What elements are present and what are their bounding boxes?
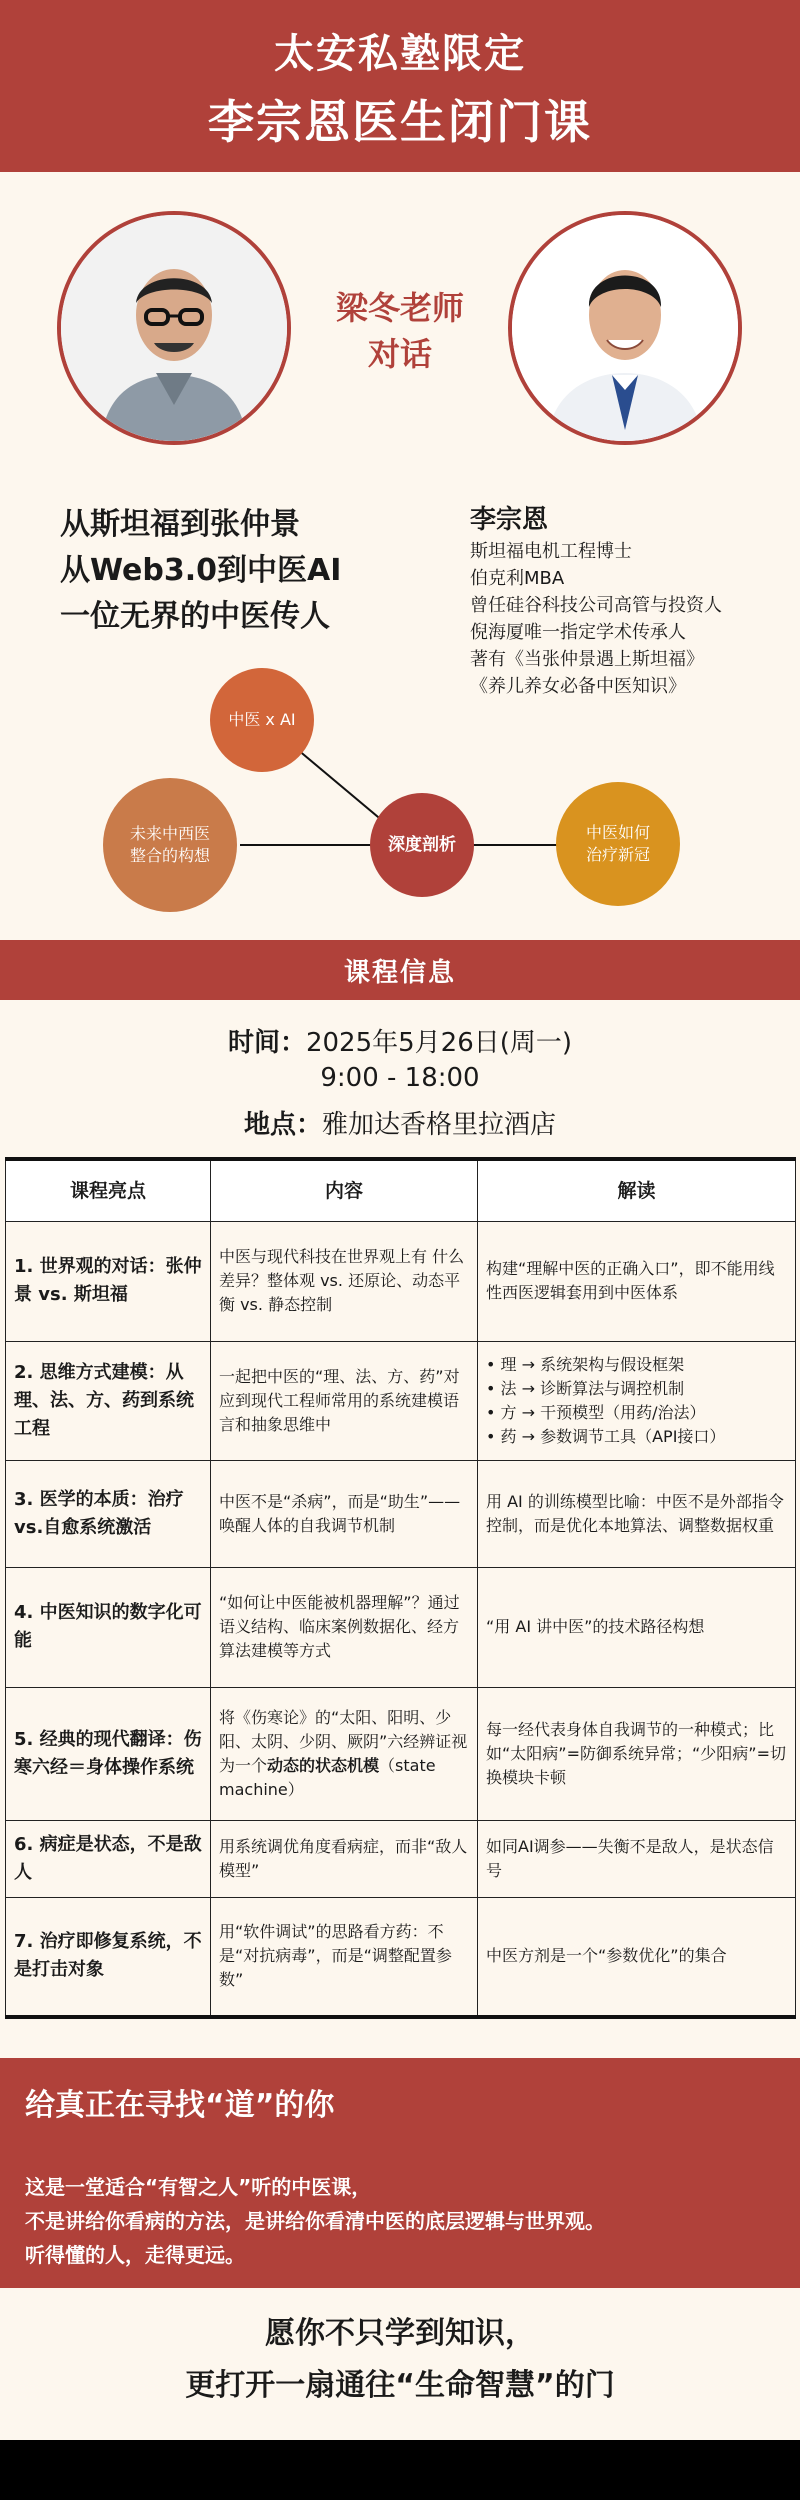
cta-banner [0, 2058, 800, 2288]
note-line: 每一经代表身体自我调节的一种模式；比如“太阳病”=防御系统异常；“少阳病”=切换模块卡顿 [486, 1719, 786, 1787]
tagline-line: 从斯坦福到张仲景 [60, 507, 300, 542]
bio-line: 斯坦福电机工程博士 [470, 541, 632, 562]
bio-line: 《养儿养女必备中医知识》 [470, 676, 686, 697]
highlight-cell: 2. 思维方式建模：从理、法、方、药到系统工程 [6, 1341, 211, 1461]
notes-cell [478, 1897, 796, 2017]
content-cell: 中医不是“杀病”，而是“助生”——唤醒人体的自我调节机制 [211, 1461, 478, 1568]
highlight-cell: 1. 世界观的对话：张仲景 vs. 斯坦福 [6, 1222, 211, 1342]
tagline-line: 从Web3.0到中医AI [60, 553, 342, 588]
portrait-doctor-icon [512, 215, 738, 441]
note-line: “用 AI 讲中医”的技术路径构想 [486, 1617, 705, 1637]
notes-cell [478, 1567, 796, 1687]
column-header: 内容 [211, 1159, 478, 1222]
note-line: • 药 → 参数调节工具（API接口） [486, 1426, 726, 1446]
avatar-li-zongen [508, 211, 742, 445]
speaker-name: 李宗恩 [470, 505, 549, 535]
bubble-line: 整合的构想 [129, 846, 210, 865]
section-title-course-info: 课程信息 [0, 940, 800, 1000]
cta-body [25, 2170, 795, 2272]
highlight-cell: 5. 经典的现代翻译：伤寒六经＝身体操作系统 [6, 1687, 211, 1820]
cta-line: 不是讲给你看病的方法，是讲给你看清中医的底层逻辑与世界观。 [25, 2209, 605, 2233]
dialog-label [300, 285, 500, 377]
highlight-cell: 4. 中医知识的数字化可能 [6, 1567, 211, 1687]
notes-cell [478, 1820, 796, 1897]
cta-line: 听得懂的人，走得更远。 [25, 2243, 245, 2267]
closing-line: 更打开一扇通往“生命智慧”的门 [185, 2368, 615, 2403]
notes-cell [478, 1687, 796, 1820]
topic-diagram [0, 660, 800, 960]
bubble-line: 中医如何 [585, 823, 650, 842]
note-line: 中医方剂是一个“参数优化”的集合 [486, 1946, 727, 1966]
highlight-cell: 7. 治疗即修复系统，不是打击对象 [6, 1897, 211, 2017]
table-row [6, 1341, 796, 1461]
bubble-deep-analysis: 深度剖析 [370, 793, 474, 897]
table-header-row [6, 1159, 796, 1222]
table-row [6, 1820, 796, 1897]
content-cell: 用系统调优角度看病症，而非“敌人模型” [211, 1820, 478, 1897]
course-place [0, 1104, 800, 1141]
column-header: 课程亮点 [6, 1159, 211, 1222]
content-cell: 用“软件调试”的思路看方药：不是“对抗病毒”，而是“调整配置参数” [211, 1897, 478, 2017]
note-line: • 方 → 干预模型（用药/治法） [486, 1402, 706, 1422]
tagline [60, 502, 440, 640]
highlight-cell: 6. 病症是状态，不是敌人 [6, 1820, 211, 1897]
header-banner [0, 0, 800, 172]
header-title: 李宗恩医生闭门课 [208, 95, 592, 149]
note-line: 构建“理解中医的正确入口”，即不能用线性西医逻辑套用到中医体系 [486, 1259, 775, 1303]
bubble-line: 未来中西医 [129, 824, 210, 843]
place-label: 地点： [243, 1110, 322, 1140]
table-row [6, 1461, 796, 1568]
highlight-cell: 3. 医学的本质：治疗vs.自愈系统激活 [6, 1461, 211, 1568]
cta-heading: 给真正在寻找“道”的你 [25, 2088, 335, 2123]
table-row [6, 1567, 796, 1687]
bio-line: 倪海厦唯一指定学术传承人 [470, 622, 686, 643]
bio-line: 伯克利MBA [470, 568, 565, 589]
content-emphasis: 动态的状态机模 [267, 1755, 380, 1775]
content-cell [211, 1687, 478, 1820]
content-text: 将《伤寒论》的“太阳、阳明、少阳、太阴、少阴、厥阴”六经辨证视为一个 [219, 1707, 468, 1775]
closing-line: 愿你不只学到知识， [265, 2316, 535, 2351]
header-subtitle: 太安私塾限定 [274, 31, 526, 77]
note-line: • 理 → 系统架构与假设框架 [486, 1354, 685, 1374]
table-row [6, 1222, 796, 1342]
dialog-host: 梁冬老师 [335, 289, 464, 327]
dialog-word: 对话 [367, 335, 432, 373]
closing-message [0, 2288, 800, 2438]
table-row [6, 1897, 796, 2017]
bubble-line: 治疗新冠 [585, 845, 650, 864]
note-line: • 法 → 诊断算法与调控机制 [486, 1378, 685, 1398]
bubble-future-integration [103, 778, 237, 912]
content-cell: 中医与现代科技在世界观上有 什么差异？整体观 vs. 还原论、动态平衡 vs. 静态控制 [211, 1222, 478, 1342]
course-table [5, 1157, 796, 2019]
bio-line: 曾任硅谷科技公司高管与投资人 [470, 595, 722, 616]
avatar-liang-dong [57, 211, 291, 445]
notes-cell [478, 1341, 796, 1461]
note-line: 如同AI调参——失衡不是敌人，是状态信号 [486, 1836, 774, 1880]
course-hours: 9:00 - 18:00 [320, 1063, 480, 1093]
tagline-line: 一位无界的中医传人 [60, 599, 330, 634]
course-date: 2025年5月26日(周一) [305, 1028, 573, 1058]
bio-line: 著有《当张仲景遇上斯坦福》 [470, 649, 704, 670]
content-cell: 一起把中医的“理、法、方、药”对应到现代工程师常用的系统建模语言和抽象思维中 [211, 1341, 478, 1461]
notes-cell [478, 1461, 796, 1568]
bubble-covid-treatment [556, 782, 680, 906]
content-text: （state machine） [219, 1755, 436, 1799]
place-value: 雅加达香格里拉酒店 [322, 1110, 557, 1140]
time-label: 时间： [227, 1028, 306, 1058]
footer-band [0, 2440, 800, 2500]
column-header: 解读 [478, 1159, 796, 1222]
note-line: 用 AI 的训练模型比喻：中医不是外部指令控制，而是优化本地算法、调整数据权重 [486, 1492, 784, 1536]
table-row [6, 1687, 796, 1820]
portrait-man-glasses-icon [61, 215, 287, 441]
notes-cell [478, 1222, 796, 1342]
bubble-tcm-ai: 中医 x AI [210, 668, 314, 772]
content-cell: “如何让中医能被机器理解”？通过语义结构、临床案例数据化、经方算法建模等方式 [211, 1567, 478, 1687]
cta-line: 这是一堂适合“有智之人”听的中医课， [25, 2175, 372, 2199]
course-time [0, 1022, 800, 1059]
